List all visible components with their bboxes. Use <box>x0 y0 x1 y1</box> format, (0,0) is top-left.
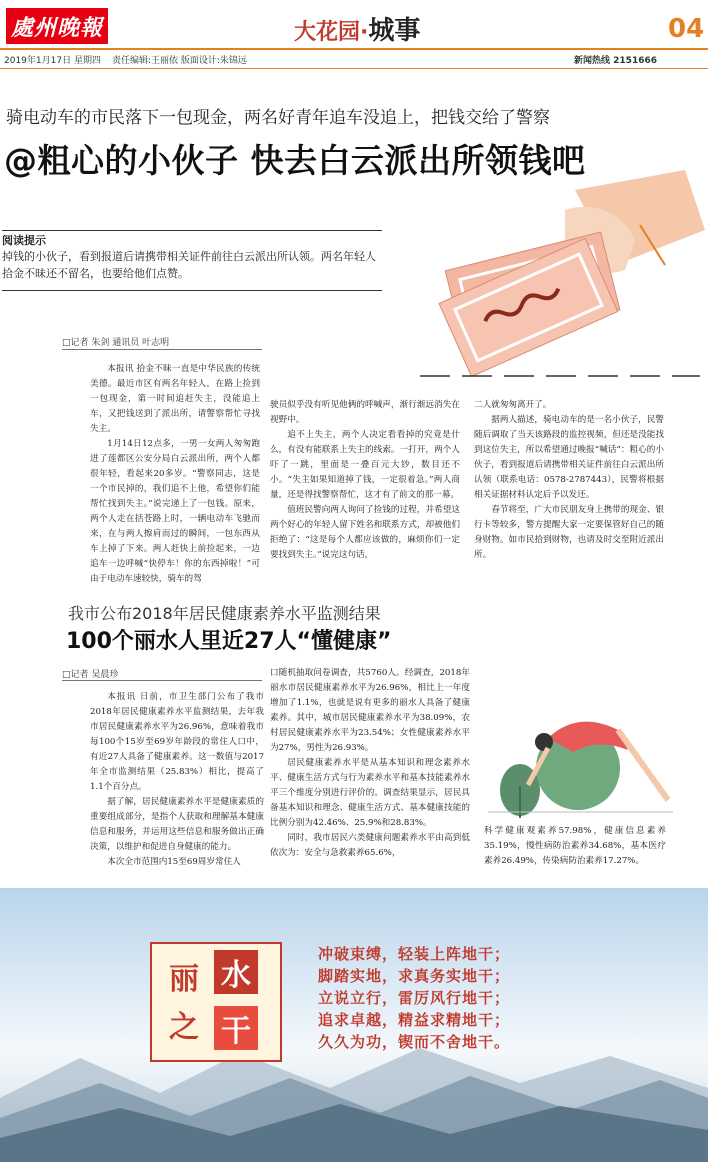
news-hotline <box>574 53 657 66</box>
article1-paragraph: 驶员似乎没有听见他俩的呼喊声，渐行渐远消失在视野中。 <box>270 400 460 425</box>
lead-label: 阅读提示 <box>2 234 46 247</box>
article1-column-1 <box>90 362 260 587</box>
ad-title-char: 水 <box>214 950 258 994</box>
article1-paragraph: 本报讯 拾金不昧一直是中华民族的传统美德。最近市区有两名年轻人，在路上捡到一包现金，第一时间追赶失主，没能追上车，又把钱送到了派出所，请警察帮忙寻找失主。 <box>90 364 260 434</box>
article1-paragraph: 春节将至，广大市民朋友身上携带的现金、银行卡等较多，警方提醒大家一定要保管好自己的随身财物。如市民拾到财物，也请及时交至附近派出所。 <box>474 505 664 560</box>
article1-paragraph: 据两人描述，骑电动车的是一名小伙子，民警随后调取了当天该路段的监控视频，但还是没能找到这位失主，所以希望通过晚报“喊话”：粗心的小伙子，看到报道后请携带相关证件前往白云派出所认领（联系电话：0578-2787443），民警将根据相关证据材料认定后予以发还。 <box>474 415 664 500</box>
article2-paragraph: 口随机抽取问卷调查，共5760人。经调查，2018年丽水市居民健康素养水平为26.96%，相比上一年度增加了1.1%，也就是说有更多的丽水人具备了健康素养。其中，城市居民健康素养水平为38.09%，农村居民健康素养水平为23.54%；女性健康素养水平为27%，男性为26.93%。 <box>270 668 470 753</box>
issue-date: 2019年1月17日 星期四 <box>4 56 101 66</box>
illustration-dashes <box>420 375 700 377</box>
masthead <box>0 0 708 50</box>
editor-credits: 责任编辑:王丽依 版面设计:朱锦远 <box>112 56 247 66</box>
paper-logo: 處州晚報 <box>6 8 108 44</box>
ad-slogan-line: 脚踏实地，求真务实地干； <box>318 967 511 985</box>
ad-slogan-line: 立说立行，雷厉风行地干； <box>318 989 511 1007</box>
meta-rule <box>0 68 708 69</box>
lead-top-rule <box>2 230 382 231</box>
article1-paragraph: 二人就匆匆离开了。 <box>474 400 552 410</box>
ad-title-char: 丽 <box>169 962 199 997</box>
article1-paragraph: 1月14日12点多，一男一女两人匆匆跑进了莲都区公安分局白云派出所，两个人都很年轻，看起来20多岁。“警察同志，这是一个市民掉的，我们追不上他，希望你们能帮忙找到失主。”说完递上了一包钱。原来，两个人走在括苍路上时，一辆电动车飞驰而来，在与两人擦肩而过的瞬间，一包东西从车上掉了下来。两人赶快上前捡起来，一边追车一边呼喊“快停车！你的东西掉啦！”可由于电动车速较快，骑车的驾 <box>90 439 260 584</box>
article2-byline: □记者 吴晨珍 <box>62 670 119 680</box>
ad-slogan-line: 冲破束缚，轻装上阵地干； <box>318 945 511 963</box>
article2-headline: 100个丽水人里近27人“懂健康” <box>66 629 392 654</box>
money-hand-illustration <box>425 170 705 390</box>
ad-title-char: 之 <box>169 1010 199 1045</box>
article2-paragraph: 同时，我市居民六类健康问题素养水平由高到低依次为：安全与急救素养65.6%， <box>270 833 470 858</box>
lead-bottom-rule <box>2 290 382 291</box>
article2-paragraph: 科学健康观素养57.98%，健康信息素养35.19%，慢性病防治素养34.68%，基本医疗素养26.49%，传染病防治素养17.27%。 <box>484 826 666 866</box>
section-title <box>294 10 420 47</box>
article1-column-2 <box>270 398 460 563</box>
section-name: 城事 <box>368 16 421 46</box>
ad-title-char: 干 <box>214 1006 258 1050</box>
article1-headline: @粗心的小伙子 快去白云派出所领钱吧 <box>4 141 586 180</box>
lead-text: 掉钱的小伙子，看到报道后请携带相关证件前往白云派出所认领。两名年轻人拾金不昧还不留名，也要给他们点赞。 <box>2 250 376 280</box>
ad-slogan-line: 久久为功，锲而不舍地干。 <box>318 1033 511 1051</box>
ad-slogan-line: 追求卓越，精益求精地干； <box>318 1011 511 1029</box>
article2-byline-rule <box>62 680 262 681</box>
article1-column-3 <box>474 398 664 563</box>
article1-kicker: 骑电动车的市民落下一包现金，两名好青年追车没追上，把钱交给了警察 <box>6 108 550 128</box>
masthead-rule <box>0 48 708 50</box>
hotline-label: 新闻热线 <box>574 56 611 66</box>
ad-slogan <box>318 943 510 1053</box>
article2-column-1 <box>90 690 264 870</box>
article2-paragraph: 本次全市范围内15至69周岁常住人 <box>107 857 241 867</box>
article2-column-2 <box>270 666 470 861</box>
article2-column-3 <box>484 824 666 869</box>
person-leg <box>618 730 668 800</box>
article1-paragraph: 追不上失主，两个人决定看看掉的究竟是什么，有没有能联系上失主的线索。一打开，两个人吓了一跳，里面是一叠百元大钞，数目还不小。“失主如果知道掉了钱，一定很着急。”两人商量，还是得找警察帮忙，这才有了前文的那一幕。 <box>270 430 460 500</box>
ad-title-box <box>150 942 282 1062</box>
article1-byline-rule <box>62 349 262 350</box>
article2-kicker: 我市公布2018年居民健康素养水平监测结果 <box>68 604 381 623</box>
hotline-number: 2151666 <box>613 56 657 66</box>
article2-paragraph: 本报讯 日前，市卫生部门公布了我市2018年居民健康素养水平监测结果，去年我市居民健康素养水平为26.96%，意味着我市每100个15岁至69岁年龄段的常住人口中，有近27人具备了健康素养。这一数值与2017年全市监测结果（25.83%）相比，提高了1.1个百分点。 <box>90 692 264 792</box>
yoga-ball-illustration <box>478 690 678 820</box>
article1-paragraph: 值班民警向两人询问了捡钱的过程，并希望这两个好心的年轻人留下姓名和联系方式，却被他们拒绝了：“这是每个人都应该做的，麻烦你们一定要找到失主。”说完这句话， <box>270 505 460 560</box>
page-number: 04 <box>668 14 705 44</box>
article2-paragraph: 据了解，居民健康素养水平是健康素质的重要组成部分，是指个人获取和理解基本健康信息和服务，并运用这些信息和服务做出正确决策，以维护和促进自身健康的能力。 <box>90 797 264 852</box>
article2-paragraph: 居民健康素养水平是从基本知识和理念素养水平、健康生活方式与行为素养水平和基本技能素养水平三个维度分别进行评价的。调查结果显示，居民具备基本知识和理念、健康生活方式、基本健康技能的比例分别为42.46%、25.9%和28.83%。 <box>270 758 470 828</box>
mountain-landscape <box>0 1038 708 1162</box>
person-head <box>535 733 553 751</box>
article1-byline: □记者 朱剑 通讯员 叶志明 <box>62 338 170 348</box>
section-prefix: 大花园· <box>294 20 369 45</box>
